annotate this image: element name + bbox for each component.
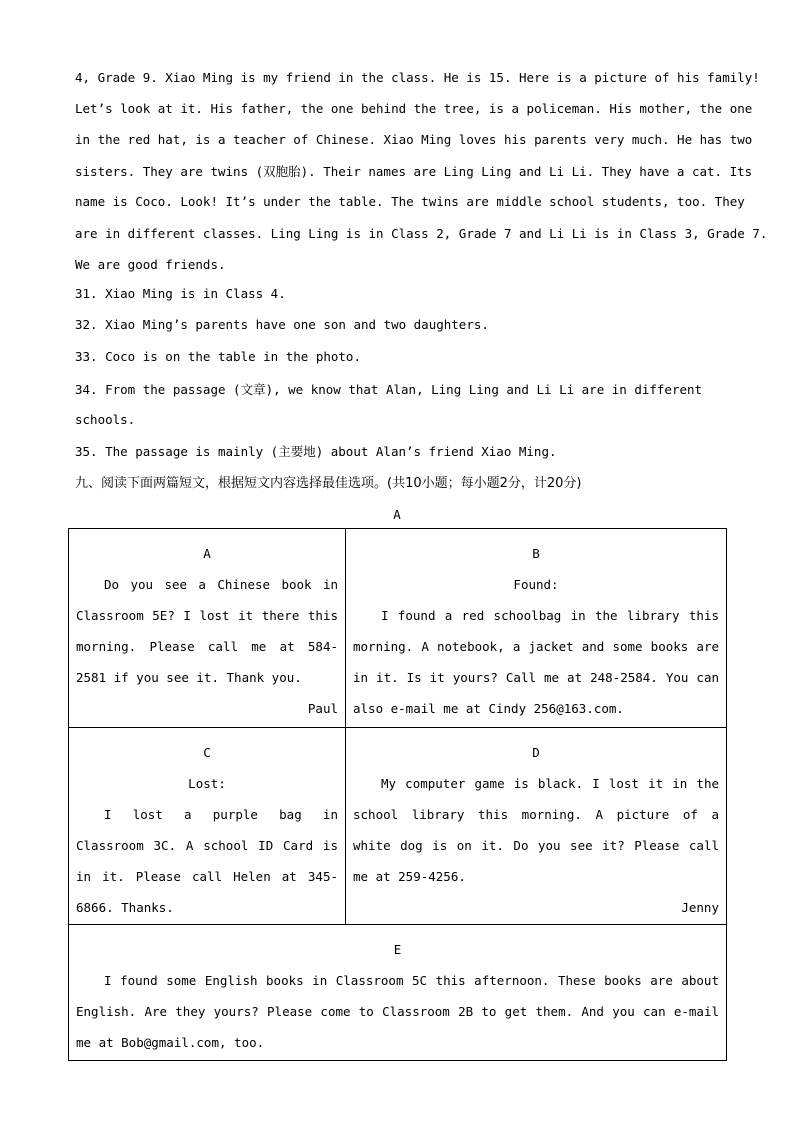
passage-line-7: We are good friends.: [75, 257, 226, 272]
notice-b-body: I found a red schoolbag in the library this morning. A notebook, a jacket and some books are in it. Is it yours? Call me at 248-2584. You can also e-mail me at Cindy 256@163.com.: [353, 608, 719, 716]
question-35: 35. The passage is mainly (主要地) about Alan’s friend Xiao Ming.: [75, 444, 557, 459]
question-31: 31. Xiao Ming is in Class 4.: [75, 286, 286, 301]
notice-d-body: My computer game is black. I lost it in the school library this morning. A picture of a white dog is on it. Do you see it? Please call me at 259-4256.: [353, 776, 719, 884]
question-34-continued: schools.: [75, 412, 136, 427]
notice-e-body: I found some English books in Classroom 5C this afternoon. These books are about English. Are they yours? Please come to Classroom 2B to get them. And you can e-mail me at Bob@gmail.com, too.: [76, 973, 719, 1050]
notice-a: [69, 529, 346, 728]
notice-d: [346, 728, 727, 925]
notice-a-letter: A: [203, 546, 211, 561]
notice-b-letter: B: [532, 546, 540, 561]
question-34: 34. From the passage (文章), we know that Alan, Ling Ling and Li Li are in different: [75, 382, 703, 397]
passage-line-2: Let’s look at it. His father, the one behind the tree, is a policeman. His mother, the one: [75, 101, 753, 116]
notice-d-signature: Jenny: [681, 900, 719, 915]
notice-c-body: I lost a purple bag in Classroom 3C. A school ID Card is in it. Please call Helen at 345-6866. Thanks.: [76, 807, 338, 915]
notice-a-signature: Paul: [307, 701, 338, 716]
section-title: 九、阅读下面两篇短文，根据短文内容选择最佳选项。(共10小题；每小题2分，计20分): [75, 476, 582, 491]
passage-line-5: name is Coco. Look! It’s under the table. The twins are middle school students, too. They: [75, 194, 745, 209]
notice-a-body: Do you see a Chinese book in Classroom 5E? I lost it there this morning. Please call me at 584-2581 if you see it. Thank you.: [76, 577, 338, 685]
question-33: 33. Coco is on the table in the photo.: [75, 349, 361, 364]
notice-b-heading: Found:: [513, 577, 559, 592]
notice-c-heading: Lost:: [188, 776, 226, 791]
question-32: 32. Xiao Ming’s parents have one son and two daughters.: [75, 317, 489, 332]
notice-c: [69, 728, 346, 925]
passage-line-3: in the red hat, is a teacher of Chinese. Xiao Ming loves his parents very much. He has two: [75, 132, 753, 147]
notice-c-letter: C: [203, 745, 211, 760]
passage-line-4: sisters. They are twins (双胞胎). Their names are Ling Ling and Li Li. They have a cat. Its: [75, 164, 753, 179]
notice-e-letter: E: [393, 942, 402, 957]
notice-e: [69, 925, 727, 1061]
passage-line-6: are in different classes. Ling Ling is in Class 2, Grade 7 and Li Li is in Class 3, Grade 7.: [75, 226, 768, 241]
part-label: A: [393, 507, 401, 522]
notices-table: [68, 528, 727, 1061]
notice-b: [346, 529, 727, 728]
passage-line-1: 4, Grade 9. Xiao Ming is my friend in the class. He is 15. Here is a picture of his family!: [75, 70, 760, 85]
notice-d-letter: D: [532, 745, 540, 760]
